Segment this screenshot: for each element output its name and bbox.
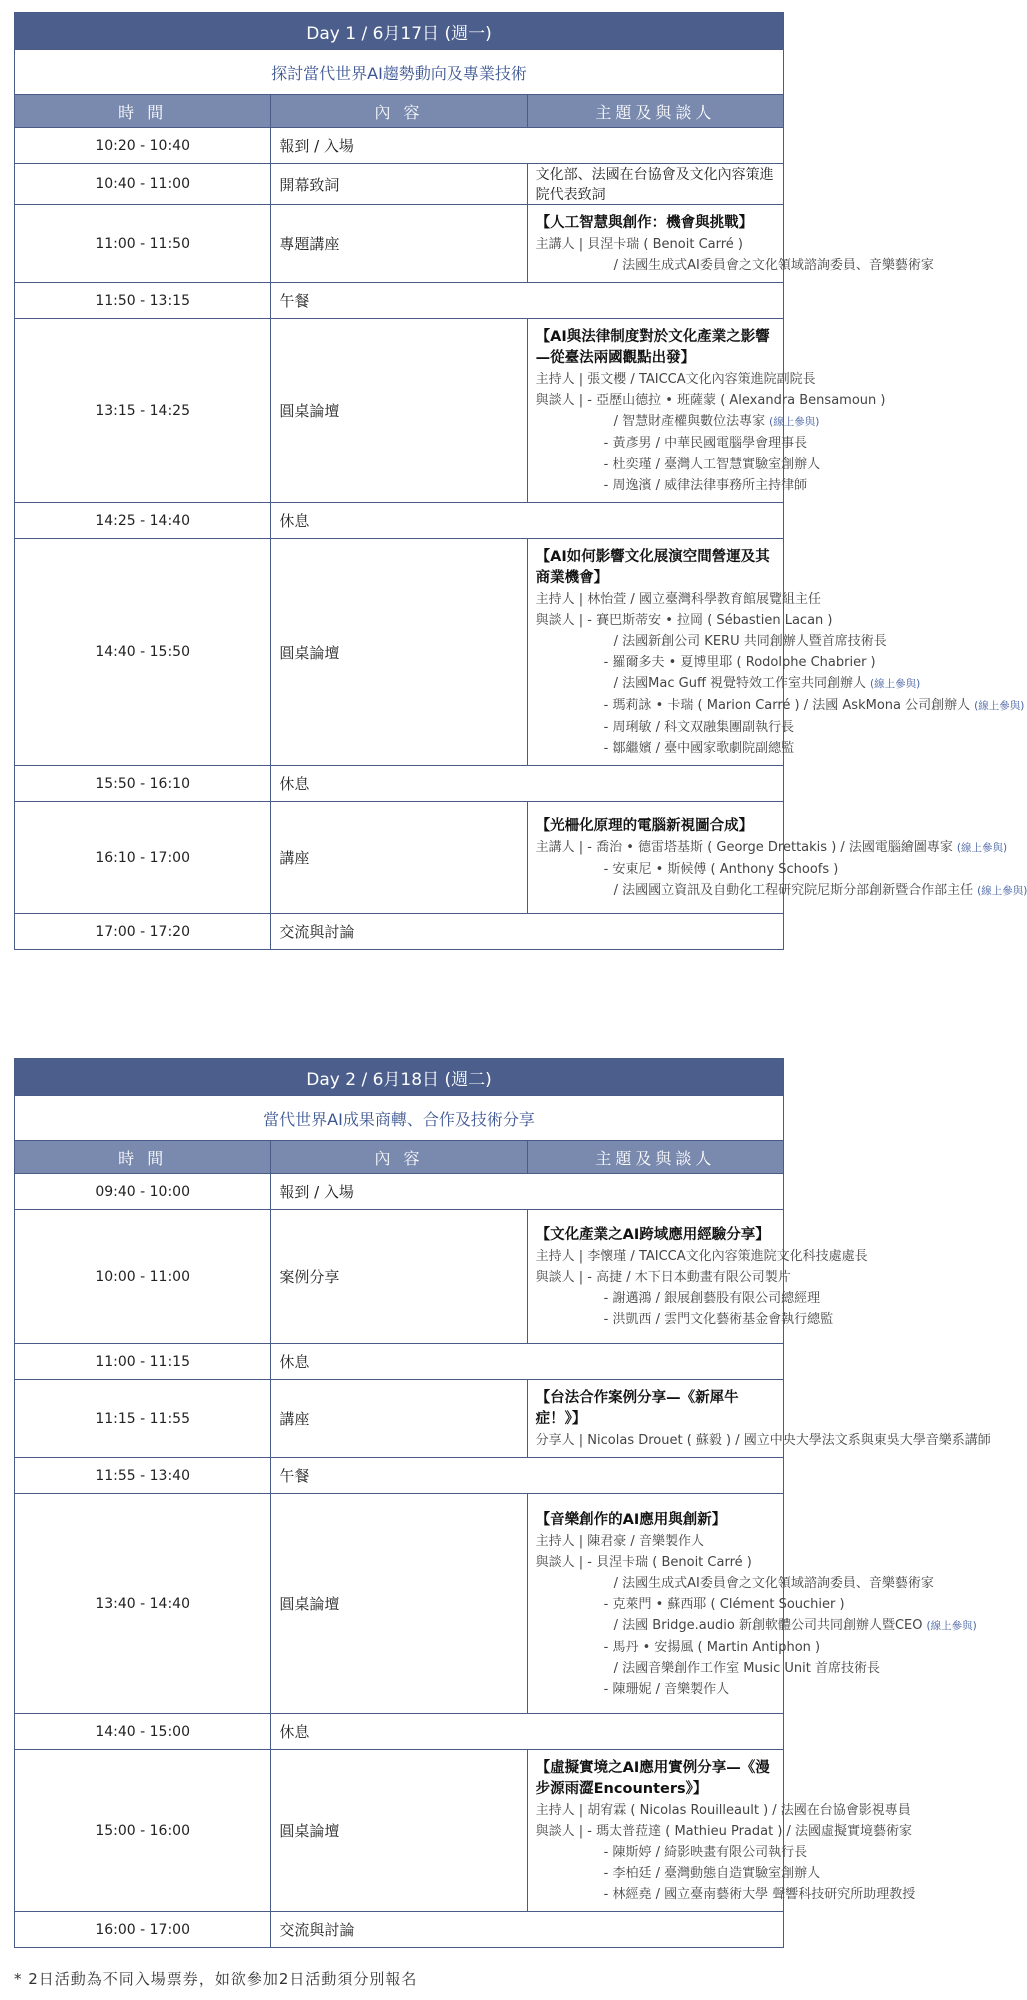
speaker-line: - 周逸濱 / 威律法律事務所主持律師 bbox=[603, 478, 808, 493]
speaker-line: - 克萊門 • 蘇西耶 ( Clément Souchier ) bbox=[603, 1596, 845, 1612]
online-tag: (線上參與) bbox=[769, 416, 820, 428]
row-type: 交流與討論 bbox=[271, 1912, 784, 1948]
row-time: 15:00 - 16:00 bbox=[15, 1750, 271, 1912]
col-type: 內 容 bbox=[271, 95, 527, 128]
footnote: * 2日活動為不同入場票券，如欲參加2日活動須分別報名 bbox=[14, 1970, 418, 1988]
speaker-line: 主持人 | 李懷瑾 / TAICCA文化內容策進院文化科技處處長 bbox=[535, 1249, 868, 1264]
speaker-line: 主講人 | - 喬治 • 德雷塔基斯 ( George Drettakis ) / 法國電腦繪圖專家 bbox=[535, 839, 953, 855]
speaker-line: / 法國國立資訊及自動化工程研究院尼斯分部創新暨合作部主任 bbox=[613, 882, 974, 898]
row-type: 休息 bbox=[271, 1714, 784, 1750]
speaker-line: / 法國Mac Guff 視覺特效工作室共同創辦人 bbox=[613, 676, 867, 691]
table-row bbox=[15, 164, 784, 205]
online-tag: (線上參與) bbox=[956, 841, 1008, 854]
row-time: 11:15 - 11:55 bbox=[15, 1380, 271, 1458]
row-type: 午餐 bbox=[271, 283, 784, 319]
row-time: 09:40 - 10:00 bbox=[15, 1174, 271, 1210]
speaker-line: 與談人 | - 亞歷山德拉 • 班薩蒙 ( Alexandra Bensamoun ) bbox=[535, 393, 886, 408]
row-type: 圓桌論壇 bbox=[271, 1750, 527, 1912]
row-type: 報到 / 入場 bbox=[271, 1174, 784, 1210]
row-time: 10:00 - 11:00 bbox=[15, 1210, 271, 1344]
table-row bbox=[15, 1458, 784, 1494]
row-time: 16:10 - 17:00 bbox=[15, 802, 271, 914]
row-time: 10:40 - 11:00 bbox=[15, 164, 271, 205]
row-time: 11:50 - 13:15 bbox=[15, 283, 271, 319]
row-type: 專題講座 bbox=[271, 205, 527, 283]
speaker-line: 主持人 | 胡宥霖 ( Nicolas Rouilleault ) / 法國在台協會影視專員 bbox=[535, 1803, 911, 1818]
session-topic: 【人工智慧與創作：機會與挑戰】 bbox=[535, 215, 754, 231]
session-topic: 【台法合作案例分享—《新犀牛症！》】 bbox=[535, 1390, 739, 1427]
online-tag: (線上參與) bbox=[870, 678, 921, 690]
session-topic: 【音樂創作的AI應用與創新】 bbox=[535, 1511, 727, 1528]
speaker-line: 主持人 | 張文櫻 / TAICCA文化內容策進院副院長 bbox=[535, 372, 816, 387]
speaker-line: - 馬丹 • 安揚風 ( Martin Antiphon ) bbox=[603, 1639, 821, 1655]
session-topic: 【文化產業之AI跨域應用經驗分享】 bbox=[535, 1227, 770, 1243]
online-tag: (線上參與) bbox=[974, 700, 1025, 712]
speaker-line: / 法國生成式AI委員會之文化領域諮詢委員、音樂藝術家 bbox=[613, 1575, 934, 1591]
table-row bbox=[15, 802, 784, 914]
row-type: 講座 bbox=[271, 1380, 527, 1458]
row-type: 圓桌論壇 bbox=[271, 319, 527, 503]
table-row bbox=[15, 205, 784, 283]
table-row bbox=[15, 1210, 784, 1344]
speaker-line: - 瑪莉詠 • 卡瑞 ( Marion Carré ) / 法國 AskMona 公司創辦人 bbox=[603, 698, 971, 713]
speaker-line: - 羅爾多夫 • 夏博里耶 ( Rodolphe Chabrier ) bbox=[603, 655, 876, 670]
row-text: 文化部、法國在台協會及文化內容策進院代表致詞 bbox=[527, 164, 783, 205]
day2-subtitle: 當代世界AI成果商轉、合作及技術分享 bbox=[15, 1096, 784, 1141]
day1-header: Day 1 / 6月17日 (週一) bbox=[15, 13, 784, 50]
speaker-line: 與談人 | - 貝涅卡瑞 ( Benoit Carré ) bbox=[535, 1554, 752, 1570]
row-time: 16:00 - 17:00 bbox=[15, 1912, 271, 1948]
day2-schedule bbox=[14, 1058, 991, 1948]
speaker-line: / 法國生成式AI委員會之文化領域諮詢委員、音樂藝術家 bbox=[613, 258, 934, 273]
row-time: 11:55 - 13:40 bbox=[15, 1458, 271, 1494]
speaker-line: - 李柏廷 / 臺灣動態自造實驗室創辦人 bbox=[603, 1866, 821, 1881]
speaker-line: 與談人 | - 瑪太普菈達 ( Mathieu Pradat ) / 法國虛擬實境藝術家 bbox=[535, 1824, 913, 1839]
row-type: 休息 bbox=[271, 766, 784, 802]
row-type: 圓桌論壇 bbox=[271, 1494, 527, 1714]
online-tag: (線上參與) bbox=[977, 884, 1027, 897]
table-row bbox=[15, 1174, 784, 1210]
col-time: 時 間 bbox=[15, 1141, 271, 1174]
speaker-line: - 安東尼 • 斯候傅 ( Anthony Schoofs ) bbox=[603, 861, 839, 877]
row-time: 11:00 - 11:15 bbox=[15, 1344, 271, 1380]
col-topic: 主題及與談人 bbox=[527, 1141, 783, 1174]
speaker-line: - 林經堯 / 國立臺南藝術大學 聲響科技研究所助理教授 bbox=[603, 1887, 916, 1902]
row-time: 11:00 - 11:50 bbox=[15, 205, 271, 283]
speaker-line: - 謝邁鴻 / 銀展創藝股有限公司總經理 bbox=[603, 1291, 821, 1306]
row-time: 10:20 - 10:40 bbox=[15, 128, 271, 164]
table-row bbox=[15, 766, 784, 802]
row-type: 案例分享 bbox=[271, 1210, 527, 1344]
table-row bbox=[15, 539, 784, 766]
row-type: 圓桌論壇 bbox=[271, 539, 527, 766]
session-topic: 【AI與法律制度對於文化產業之影響—從臺法兩國觀點出發】 bbox=[535, 329, 770, 366]
table-row bbox=[15, 1380, 784, 1458]
row-type: 休息 bbox=[271, 1344, 784, 1380]
row-time: 14:40 - 15:50 bbox=[15, 539, 271, 766]
speaker-line: - 陳珊妮 / 音樂製作人 bbox=[603, 1681, 730, 1697]
speaker-line: 主講人 | 貝涅卡瑞 ( Benoit Carré ) bbox=[535, 237, 744, 252]
session-topic: 【虛擬實境之AI應用實例分享—《漫步源雨澀Encounters》】 bbox=[535, 1760, 770, 1797]
speaker-line: - 陳斯婷 / 綺影映畫有限公司執行長 bbox=[603, 1845, 808, 1860]
row-type: 午餐 bbox=[271, 1458, 784, 1494]
day1-table bbox=[14, 12, 1027, 950]
table-row bbox=[15, 1714, 784, 1750]
row-time: 17:00 - 17:20 bbox=[15, 914, 271, 950]
table-row bbox=[15, 128, 784, 164]
speaker-line: 主持人 | 陳君豪 / 音樂製作人 bbox=[535, 1533, 704, 1549]
speaker-line: / 法國音樂創作工作室 Music Unit 首席技術長 bbox=[613, 1660, 881, 1676]
speaker-line: - 杜奕瑾 / 臺灣人工智慧實驗室創辦人 bbox=[603, 457, 821, 472]
day1-subtitle: 探討當代世界AI趨勢動向及專業技術 bbox=[15, 50, 784, 95]
day2-header: Day 2 / 6月18日 (週二) bbox=[15, 1059, 784, 1096]
col-topic: 主題及與談人 bbox=[527, 95, 783, 128]
speaker-line: - 洪凱西 / 雲門文化藝術基金會執行總監 bbox=[603, 1312, 834, 1327]
row-time: 13:15 - 14:25 bbox=[15, 319, 271, 503]
table-row bbox=[15, 1494, 784, 1714]
speaker-line: 分享人 | Nicolas Drouet ( 蘇毅 ) / 國立中央大學法文系與東吳大學音樂系講師 bbox=[535, 1433, 991, 1448]
table-row bbox=[15, 1344, 784, 1380]
row-type: 開幕致詞 bbox=[271, 164, 527, 205]
online-tag: (線上參與) bbox=[926, 1619, 977, 1632]
speaker-line: / 法國 Bridge.audio 新創軟體公司共同創辦人暨CEO bbox=[613, 1617, 923, 1633]
table-row bbox=[15, 283, 784, 319]
row-time: 13:40 - 14:40 bbox=[15, 1494, 271, 1714]
table-row bbox=[15, 503, 784, 539]
day2-table bbox=[14, 1058, 991, 1948]
table-row bbox=[15, 914, 784, 950]
row-time: 14:40 - 15:00 bbox=[15, 1714, 271, 1750]
session-topic: 【光柵化原理的電腦新視圖合成】 bbox=[535, 817, 754, 834]
speaker-line: 主持人 | 林怡萱 / 國立臺灣科學教育館展覽組主任 bbox=[535, 592, 821, 607]
col-time: 時 間 bbox=[15, 95, 271, 128]
session-topic: 【AI如何影響文化展演空間營運及其商業機會】 bbox=[535, 549, 770, 586]
row-type: 交流與討論 bbox=[271, 914, 784, 950]
speaker-line: - 周琍敏 / 科文双融集團副執行長 bbox=[603, 720, 795, 735]
table-row bbox=[15, 319, 784, 503]
table-row bbox=[15, 1912, 784, 1948]
table-row bbox=[15, 1750, 784, 1912]
day1-schedule bbox=[14, 12, 1027, 950]
row-type: 報到 / 入場 bbox=[271, 128, 784, 164]
speaker-line: / 法國新創公司 KERU 共同創辦人暨首席技術長 bbox=[613, 634, 887, 649]
speaker-line: - 鄒繼嬪 / 臺中國家歌劇院副總監 bbox=[603, 741, 795, 756]
speaker-line: 與談人 | - 賽巴斯蒂安 • 拉岡 ( Sébastien Lacan ) bbox=[535, 613, 833, 628]
row-type: 講座 bbox=[271, 802, 527, 914]
speaker-line: - 黃彥男 / 中華民國電腦學會理事長 bbox=[603, 436, 808, 451]
speaker-line: 與談人 | - 高捷 / 木下日本動畫有限公司製片 bbox=[535, 1270, 791, 1285]
col-type: 內 容 bbox=[271, 1141, 527, 1174]
row-time: 14:25 - 14:40 bbox=[15, 503, 271, 539]
row-type: 休息 bbox=[271, 503, 784, 539]
row-time: 15:50 - 16:10 bbox=[15, 766, 271, 802]
speaker-line: / 智慧財產權與數位法專家 bbox=[613, 414, 766, 429]
